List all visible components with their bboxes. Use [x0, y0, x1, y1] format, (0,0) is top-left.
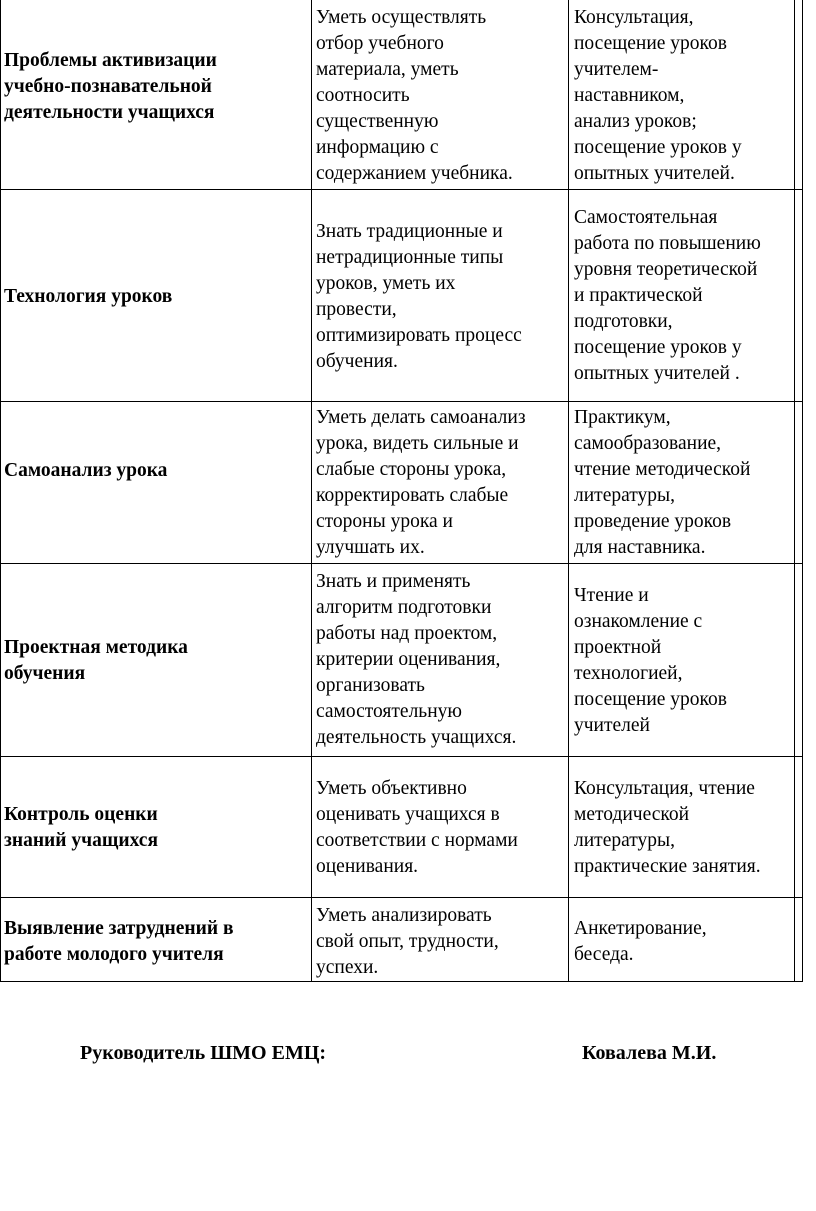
row-divider-2 [0, 401, 803, 402]
signature-role: Руководитель ШМО ЕМЦ: [80, 1042, 327, 1064]
goal-cell: Знать и применять алгоритм подготовки работы над проектом, критерии оценивания, организовать самостоятельную деятельность учащихся. [316, 571, 517, 748]
row-divider-4 [0, 756, 803, 757]
form-cell: Чтение и ознакомление с проектной технологией, посещение уроков учителей [574, 585, 727, 736]
topic-cell: Технология уроков [4, 286, 173, 307]
row-divider-5 [0, 897, 803, 898]
signature-name: Ковалева М.И. [582, 1042, 717, 1064]
topic-cell: Выявление затруднений в работе молодого учителя [4, 918, 234, 965]
goal-cell: Уметь осуществлять отбор учебного материала, уметь соотносить существенную информацию с содержанием учебника. [316, 7, 513, 184]
topic-cell: Самоанализ урока [4, 460, 168, 481]
topic-cell: Проблемы активизации учебно-познавательной деятельности учащихся [4, 50, 217, 123]
column-divider-1 [311, 0, 312, 982]
row-divider-1 [0, 189, 803, 190]
goal-cell: Уметь анализировать свой опыт, трудности, успехи. [316, 905, 499, 978]
table-border-right [802, 0, 803, 982]
row-divider-3 [0, 563, 803, 564]
topic-cell: Контроль оценки знаний учащихся [4, 804, 158, 851]
table-border-left [0, 0, 1, 982]
table-border-bottom [0, 981, 803, 982]
form-cell: Практикум, самообразование, чтение методической литературы, проведение уроков для наставника. [574, 407, 751, 558]
goal-cell: Уметь делать самоанализ урока, видеть сильные и слабые стороны урока, корректировать слабые стороны урока и улучшать их. [316, 407, 526, 558]
form-cell: Анкетирование, беседа. [574, 918, 707, 965]
form-cell: Самостоятельная работа по повышению уровня теоретической и практической подготовки, посещение уроков у опытных учителей . [574, 207, 761, 384]
form-cell: Консультация, чтение методической литературы, практические занятия. [574, 778, 761, 877]
goal-cell: Знать традиционные и нетрадиционные типы уроков, уметь их провести, оптимизировать процесс обучения. [316, 221, 522, 372]
form-cell: Консультация, посещение уроков учителем- наставником, анализ уроков; посещение уроков у опытных учителей. [574, 7, 742, 184]
topic-cell: Проектная методика обучения [4, 637, 188, 684]
goal-cell: Уметь объективно оценивать учащихся в соответствии с нормами оценивания. [316, 778, 518, 877]
